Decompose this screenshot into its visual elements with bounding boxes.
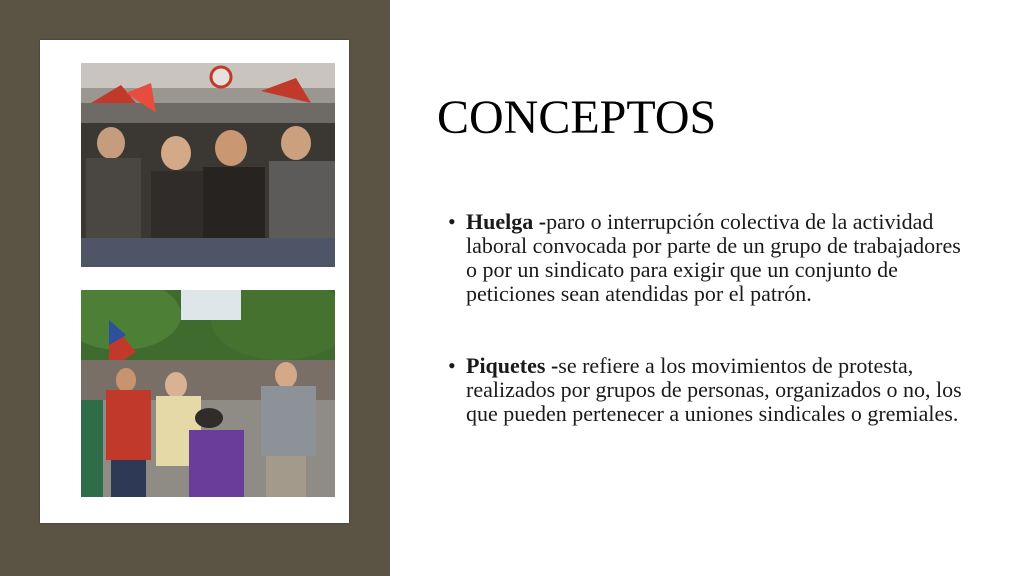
bullet-glyph: •: [448, 209, 456, 234]
concept-item-piquetes: [448, 354, 968, 426]
concept-list: [448, 210, 968, 474]
slide-title: CONCEPTOS: [437, 91, 717, 144]
concept-definition: paro o interrupción colectiva de la actividad laboral convocada por parte de un grupo de trabajadores o por un sindicato para exigir que un conjunto de peticiones sean atendidas por el patrón.: [466, 209, 961, 306]
concept-separator: -: [533, 209, 547, 234]
picket-march-photo: [81, 290, 335, 497]
concept-item-huelga: [448, 210, 968, 306]
photo-card: [40, 40, 349, 523]
concept-separator: -: [545, 353, 559, 378]
bullet-glyph: •: [448, 353, 456, 378]
concept-term: Huelga: [466, 209, 534, 234]
strike-crowd-photo: [81, 63, 335, 267]
concept-term: Piquetes: [466, 353, 546, 378]
concept-definition: se refiere a los movimientos de protesta, realizados por grupos de personas, organizados o no, los que pueden pertenecer a uniones sindicales o gremiales.: [466, 353, 962, 426]
left-decor-panel: [0, 0, 390, 576]
